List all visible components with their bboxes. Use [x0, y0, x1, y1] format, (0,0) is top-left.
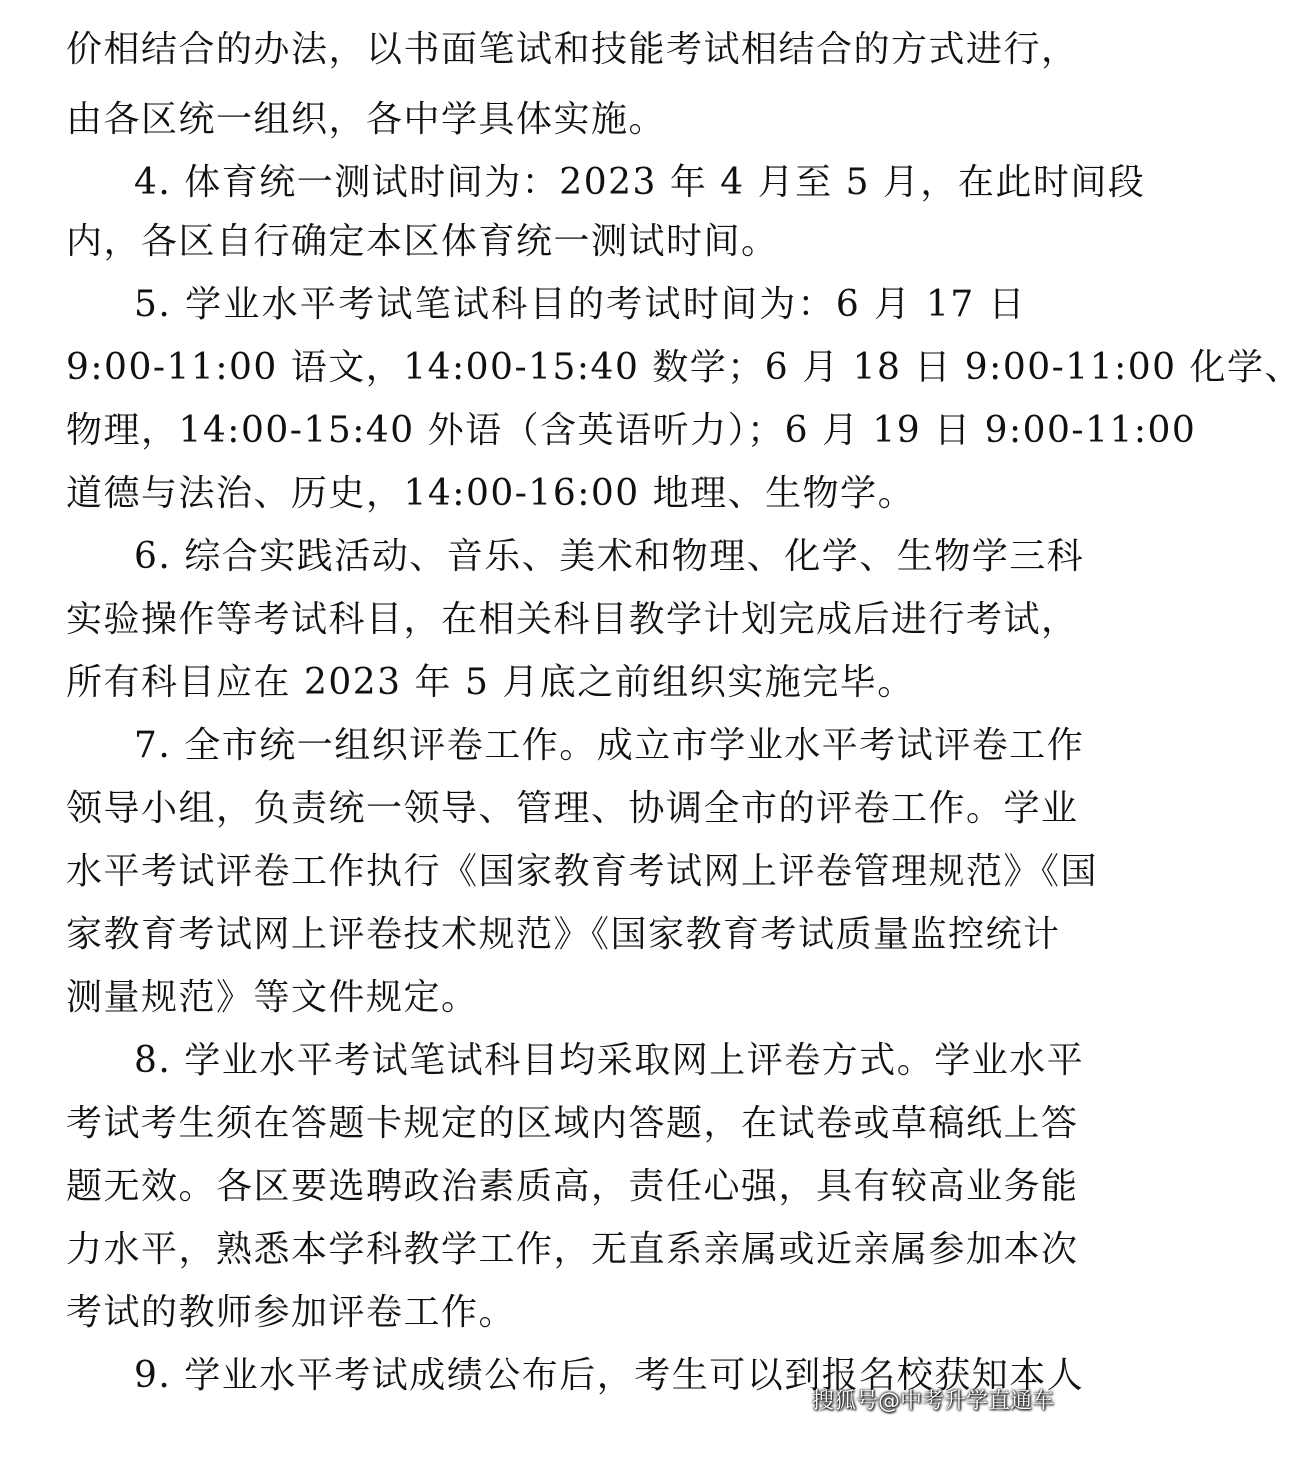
text-line: 8. 学业水平考试笔试科目均采取网上评卷方式。学业水平 [134, 1040, 1085, 1081]
text-line: 4. 体育统一测试时间为：2023 年 4 月至 5 月，在此时间段 [134, 162, 1146, 203]
sohu-watermark: 搜狐号@中考升学直通车 [811, 1389, 1054, 1414]
text-line: 水平考试评卷工作执行《国家教育考试网上评卷管理规范》《国 [66, 851, 1099, 892]
text-line: 5. 学业水平考试笔试科目的考试时间为：6 月 17 日 [134, 284, 1026, 325]
text-line: 所有科目应在 2023 年 5 月底之前组织实施完毕。 [66, 662, 915, 703]
text-line: 7. 全市统一组织评卷工作。成立市学业水平考试评卷工作 [134, 725, 1085, 766]
text-line: 力水平，熟悉本学科教学工作，无直系亲属或近亲属参加本次 [66, 1229, 1079, 1270]
text-line: 题无效。各区要选聘政治素质高，责任心强，具有较高业务能 [66, 1166, 1079, 1207]
text-line: 价相结合的办法，以书面笔试和技能考试相结合的方式进行， [66, 29, 1079, 70]
text-line: 由各区统一组织，各中学具体实施。 [66, 99, 667, 140]
text-line: 实验操作等考试科目，在相关科目教学计划完成后进行考试， [66, 599, 1079, 640]
text-line: 内，各区自行确定本区体育统一测试时间。 [66, 221, 779, 262]
text-line: 道德与法治、历史，14:00-16:00 地理、生物学。 [66, 473, 916, 514]
text-line: 9. 学业水平考试成绩公布后，考生可以到报名校获知本人 [134, 1355, 1085, 1396]
text-line: 测量规范》等文件规定。 [66, 977, 479, 1018]
text-line: 家教育考试网上评卷技术规范》《国家教育考试质量监控统计 [66, 914, 1061, 955]
text-line: 考试考生须在答题卡规定的区域内答题，在试卷或草稿纸上答 [66, 1103, 1079, 1144]
text-line: 物理，14:00-15:40 外语（含英语听力）；6 月 19 日 9:00-11:00 [66, 410, 1197, 451]
text-line: 6. 综合实践活动、音乐、美术和物理、化学、生物学三科 [134, 536, 1085, 577]
text-line: 考试的教师参加评卷工作。 [66, 1292, 517, 1333]
text-line: 9:00-11:00 语文，14:00-15:40 数学；6 月 18 日 9:00-11:00 化学、 [66, 347, 1302, 388]
text-line: 领导小组，负责统一领导、管理、协调全市的评卷工作。学业 [66, 788, 1079, 829]
